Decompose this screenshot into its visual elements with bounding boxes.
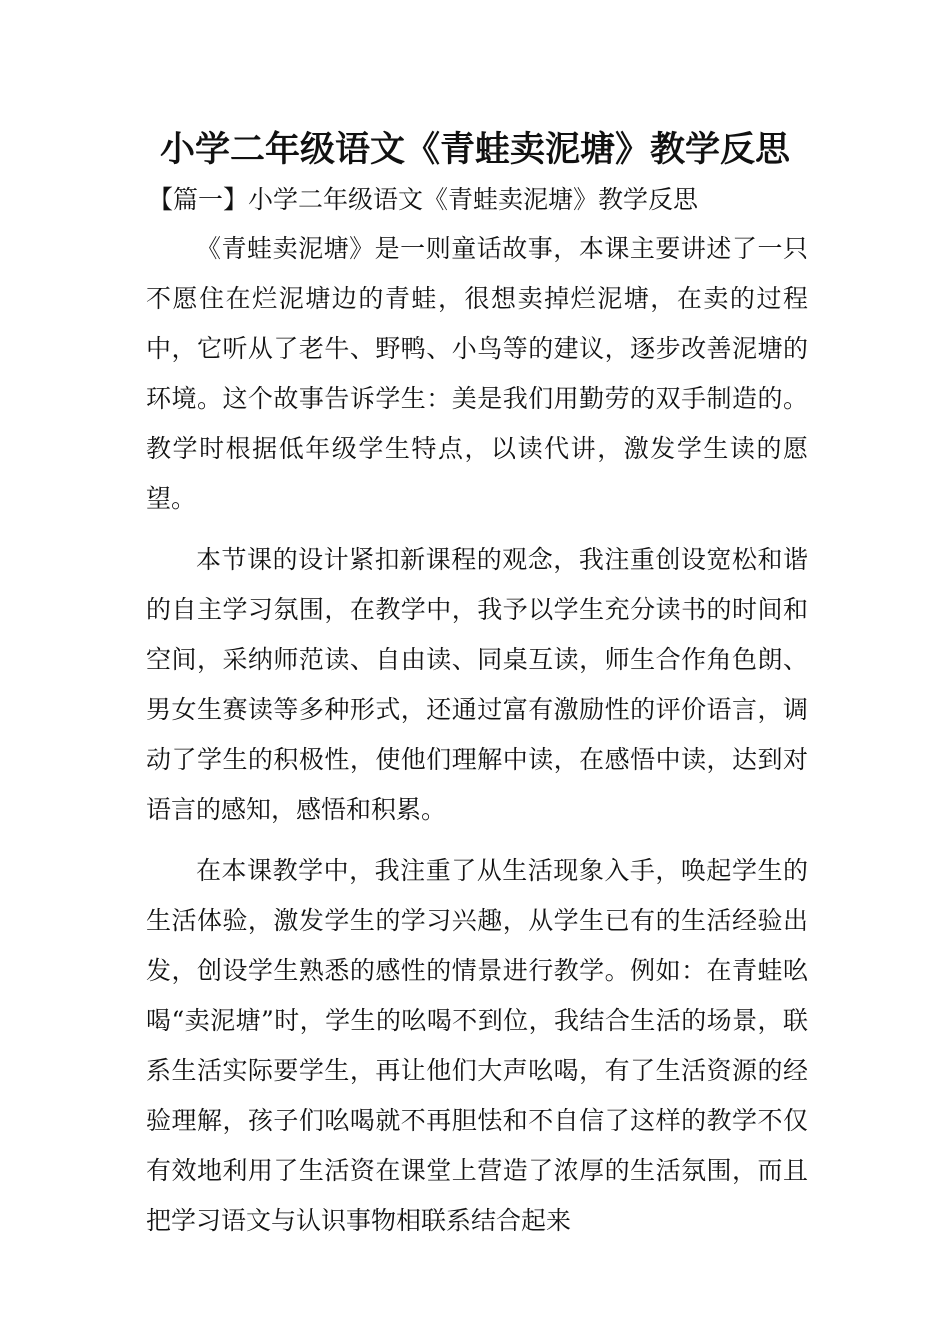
document-title: 小学二年级语文《青蛙卖泥塘》教学反思 <box>159 129 790 170</box>
section-heading: 【篇一】小学二年级语文《青蛙卖泥塘》教学反思 <box>148 185 699 214</box>
document-body <box>146 224 808 1246</box>
body-paragraph-1: 《青蛙卖泥塘》是一则童话故事，本课主要讲述了一只不愿住在烂泥塘边的青蛙，很想卖掉烂泥塘，在卖的过程中，它听从了老牛、野鸭、小鸟等的建议，逐步改善泥塘的环境。这个故事告诉学生：美是我们用勤劳的双手制造的。教学时根据低年级学生特点，以读代讲，激发学生读的愿望。 <box>146 234 808 513</box>
body-paragraph-3: 在本课教学中，我注重了从生活现象入手，唤起学生的生活体验，激发学生的学习兴趣，从学生已有的生活经验出发，创设学生熟悉的感性的情景进行教学。例如：在青蛙吆喝“卖泥塘”时，学生的吆喝不到位，我结合生活的场景，联系生活实际要学生，再让他们大声吆喝，有了生活资源的经验理解，孩子们吆喝就不再胆怯和不自信了这样的教学不仅有效地利用了生活资在课堂上营造了浓厚的生活氛围，而且把学习语文与认识事物相联系结合起来 <box>146 856 808 1235</box>
body-paragraph-2: 本节课的设计紧扣新课程的观念，我注重创设宽松和谐的自主学习氛围，在教学中，我予以学生充分读书的时间和空间，采纳师范读、自由读、同桌互读，师生合作角色朗、男女生赛读等多种形式，还通过富有激励性的评价语言，调动了学生的积极性，使他们理解中读，在感悟中读，达到对语言的感知，感悟和积累。 <box>146 545 808 824</box>
